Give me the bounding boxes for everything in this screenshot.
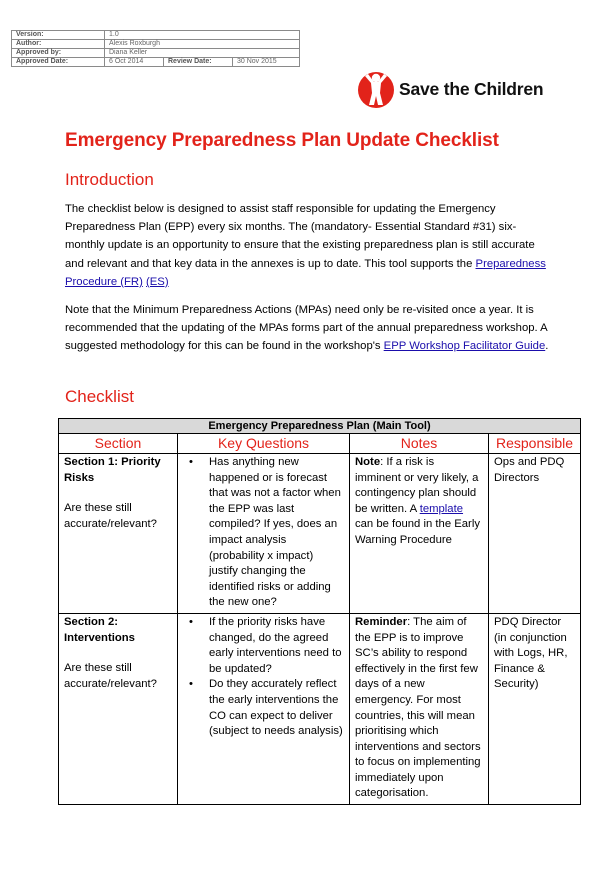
approved-by-label: Approved by: [12, 49, 105, 58]
section-cell [59, 454, 178, 614]
notes-text: : If a risk is imminent or very likely, a contingency plan should be written. A [355, 456, 479, 515]
section-title: Section 2: Interventions [64, 615, 135, 644]
preparedness-procedure-link[interactable]: Preparedness Procedure [65, 257, 546, 288]
preparedness-procedure-fr-link[interactable]: (FR) [120, 275, 143, 288]
section-question: Are these still accurate/relevant? [64, 662, 157, 690]
section-cell [59, 613, 178, 804]
approved-date-label: Approved Date: [12, 58, 105, 67]
approved-date-value: 6 Oct 2014 [105, 58, 164, 67]
key-question-item: • If the priority risks have changed, do the agreed early interventions need to be updated? [209, 615, 344, 677]
responsible-cell: PDQ Director (in conjunction with Logs, HR, Finance & Security) [489, 613, 581, 804]
column-header-section: Section [59, 434, 178, 454]
checklist-header-row [59, 434, 581, 454]
table-row [59, 454, 581, 614]
intro-paragraph-2-end: . [545, 340, 549, 353]
section-title: Section 1: Priority Risks [64, 456, 161, 484]
intro-paragraph-2-text: Note that the Minimum Preparedness Actions (MPAs) need only be re-visited once a year. It is recommended that the updating of the MPAs forms part of the annual preparedness workshop. A suggested methodology for this can be found in the workshop's [65, 304, 548, 353]
logo-text: Save the Children [399, 78, 544, 99]
child-figure-icon [357, 69, 395, 109]
checklist-caption: Emergency Preparedness Plan (Main Tool) [59, 419, 581, 434]
preparedness-procedure-es-link[interactable]: (ES) [146, 275, 169, 288]
column-header-key-questions: Key Questions [178, 434, 350, 454]
intro-paragraph-1 [65, 200, 550, 291]
template-link[interactable]: template [419, 502, 464, 515]
review-date-label: Review Date: [164, 58, 233, 67]
notes-cell [350, 613, 489, 804]
document-metadata-table [11, 30, 300, 67]
column-header-responsible: Responsible [489, 434, 581, 454]
approved-by-value: Diana Keller [105, 49, 300, 58]
key-questions-cell [178, 454, 350, 614]
notes-text: : The aim of the EPP is to improve SC’s ability to respond effectively in the first few days of a new emergency. For most countries, this will mean prioritising which interventions and sectors to focus on implementing immediately upon categorisation. [355, 615, 481, 800]
key-question-item: • Do they accurately reflect the early interventions the CO can expect to deliver (subject to needs analysis) [209, 677, 344, 739]
save-the-children-logo [357, 67, 543, 111]
author-label: Author: [12, 40, 105, 49]
intro-paragraph-2 [65, 301, 550, 356]
responsible-cell: Ops and PDQ Directors [489, 454, 581, 614]
intro-paragraph-1-text: The checklist below is designed to assist staff responsible for updating the Emergency Preparedness Plan (EPP) every six months. The (mandatory- Essential Standard #31) six-monthly update is an opportunity to ensure that the existing preparedness plan is still accurate and relevant and that key data in the annexes is up to date. This tool supports the [65, 203, 535, 270]
section-question: Are these still accurate/relevant? [64, 502, 157, 530]
column-header-notes: Notes [350, 434, 489, 454]
notes-label: Note [355, 456, 381, 468]
checklist-caption-row [59, 419, 581, 434]
checklist-heading: Checklist [65, 387, 134, 406]
notes-text-end: can be found in the Early Warning Procedure [355, 518, 480, 546]
version-label: Version: [12, 31, 105, 40]
author-value: Alexis Roxburgh [105, 40, 300, 49]
table-row [59, 613, 581, 804]
version-value: 1.0 [105, 31, 300, 40]
notes-label: Reminder [355, 615, 408, 628]
epp-workshop-guide-link[interactable]: EPP Workshop Facilitator Guide [383, 340, 546, 353]
key-question-item: • Has anything new happened or is forecast that was not a factor when the EPP was last compiled? If yes, does an impact analysis (probability x impact) justify changing the identified risks or adding the new one? [209, 455, 344, 611]
notes-cell [350, 454, 489, 614]
review-date-value: 30 Nov 2015 [233, 58, 300, 67]
introduction-heading: Introduction [65, 170, 154, 189]
key-questions-cell [178, 613, 350, 804]
checklist-table [58, 418, 581, 805]
page-title: Emergency Preparedness Plan Update Checklist [65, 130, 499, 151]
